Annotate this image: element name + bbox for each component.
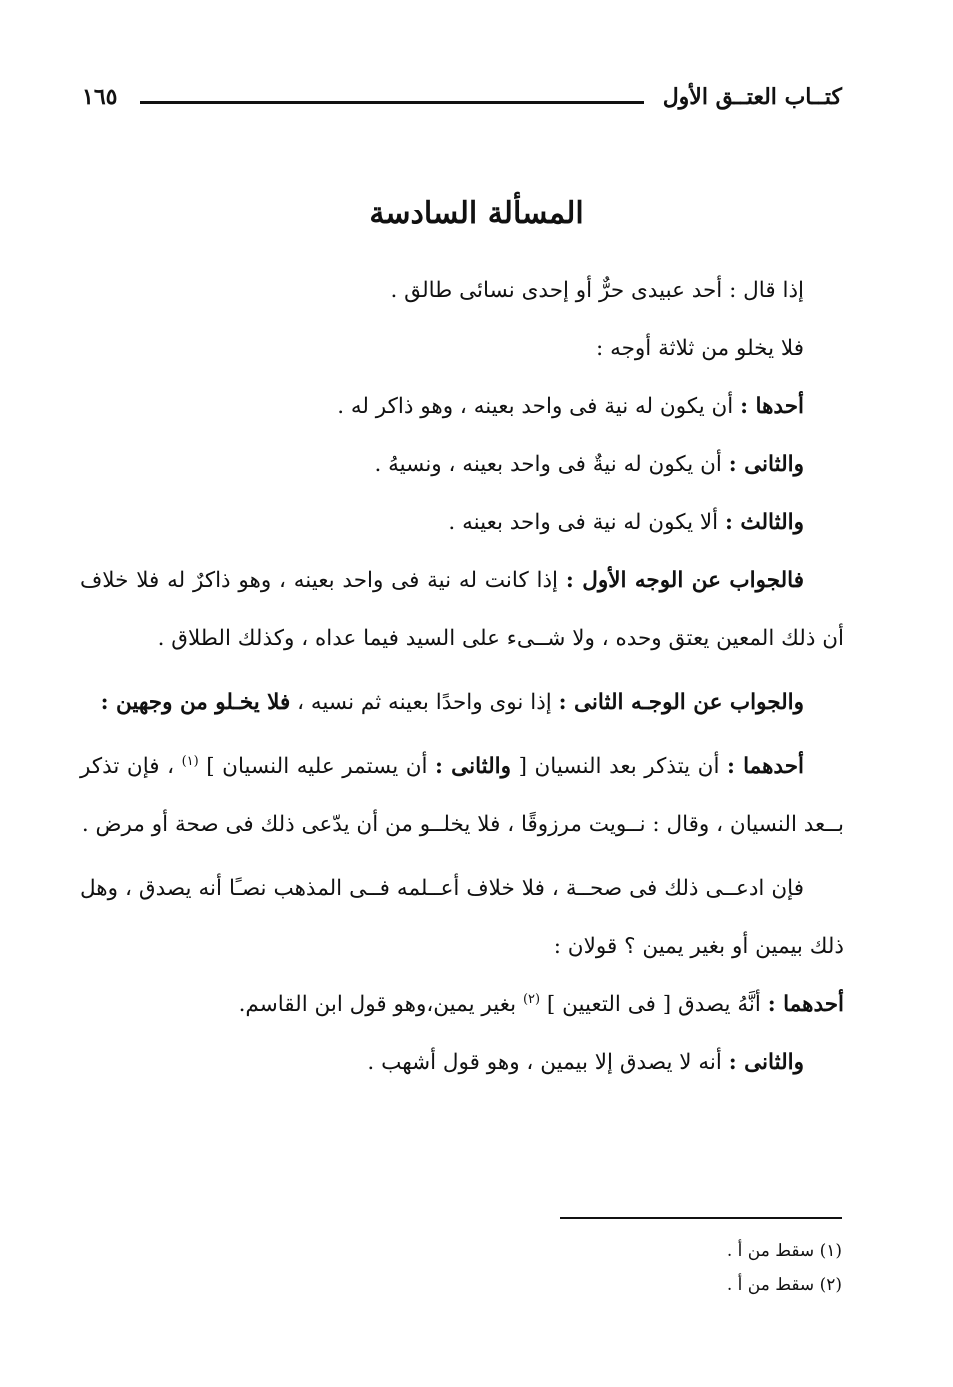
paragraph bbox=[80, 976, 844, 1034]
running-title: كتــاب العتــق الأول bbox=[662, 84, 842, 110]
paragraph bbox=[80, 436, 844, 494]
paragraph-lead: أحدهما : bbox=[726, 754, 804, 779]
paragraph bbox=[80, 738, 844, 854]
paragraph-lead: فالجواب عن الوجه الأول : bbox=[565, 568, 804, 593]
paragraph-bold-phrase: والثانى : bbox=[435, 754, 512, 779]
paragraph bbox=[80, 320, 844, 378]
paragraph-text: أن يستمر عليه النسيان ] bbox=[198, 754, 436, 779]
body-text bbox=[80, 262, 844, 1092]
paragraph-text: أن يكون له نيةٌ فى واحد بعينه ، ونسيهُ . bbox=[374, 452, 729, 477]
paragraph-text: ، فإن تذكر بــعد النسيان ، وقال : نــويت مرزوقًا ، فلا يخلــو من أن يدّعى ذلك فى صحة أو مرض . bbox=[80, 754, 844, 837]
paragraph bbox=[80, 378, 844, 436]
page-number: ١٦٥ bbox=[82, 84, 118, 110]
header-rule bbox=[140, 101, 644, 104]
paragraph bbox=[80, 860, 844, 976]
paragraph-text: أن يكون له نية فى واحد بعينه ، وهو ذاكر له . bbox=[337, 394, 741, 419]
paragraph-text: بغير يمين،وهو قول ابن القاسم. bbox=[238, 992, 523, 1017]
paragraph-text: ألا يكون له نية فى واحد بعينه . bbox=[448, 510, 725, 535]
paragraph-text: فلا يخلو من ثلاثة أوجه : bbox=[596, 336, 804, 361]
paragraph bbox=[80, 674, 844, 732]
paragraph-lead: والجواب عن الوجـه الثانى : bbox=[558, 690, 804, 715]
paragraph-text: إذا قال : أحد عبيدى حرٌّ أو إحدى نسائى طالق . bbox=[390, 278, 804, 303]
page-header bbox=[82, 84, 842, 124]
paragraph bbox=[80, 552, 844, 668]
paragraph-text: أنه لا يصدق إلا بيمين ، وهو قول أشهب . bbox=[367, 1050, 729, 1075]
chapter-title: المسألة السادسة bbox=[369, 196, 584, 231]
footnote-reference: (٢) bbox=[522, 991, 541, 1007]
paragraph-text: أن يتذكر بعد النسيان [ bbox=[511, 754, 727, 779]
paragraph-bold-phrase: فلا يخـلو من وجهين : bbox=[100, 690, 291, 715]
paragraph-lead: والثانى : bbox=[728, 452, 804, 477]
paragraph-lead: أحدهما : bbox=[767, 992, 844, 1017]
paragraph-lead: والثالث : bbox=[724, 510, 804, 535]
paragraph-lead: والثانى : bbox=[728, 1050, 804, 1075]
footnote-item: (٢) سقط من أ . bbox=[726, 1275, 842, 1295]
paragraph-text: إذا نوى واحدًا بعينه ثم نسيه ، bbox=[290, 690, 559, 715]
paragraph bbox=[80, 262, 844, 320]
footnote-rule bbox=[560, 1217, 842, 1219]
footnote-reference: (١) bbox=[181, 753, 199, 769]
footnote-item: (١) سقط من أ . bbox=[726, 1241, 842, 1261]
footnotes bbox=[560, 1234, 842, 1302]
paragraph-lead: أحدها : bbox=[740, 394, 804, 419]
paragraph bbox=[80, 494, 844, 552]
paragraph bbox=[80, 1034, 844, 1092]
paragraph-text: فإن ادعــى ذلك فى صحــة ، فلا خلاف أعــلمه فــى المذهب نصـًا أنه يصدق ، وهل ذلك بيمين أو بغير يمين ؟ قولان : bbox=[80, 876, 844, 959]
paragraph-text: إذا كانت له نية فى واحد بعينه ، وهو ذاكرٌ له فلا خلاف أن ذلك المعين يعتق وحده ، ولا شــىء على السيد فيما عداه ، وكذلك الطلاق . bbox=[80, 568, 844, 651]
paragraph-text: أنَّهُ يصدق [ فى التعيين ] bbox=[540, 992, 768, 1017]
